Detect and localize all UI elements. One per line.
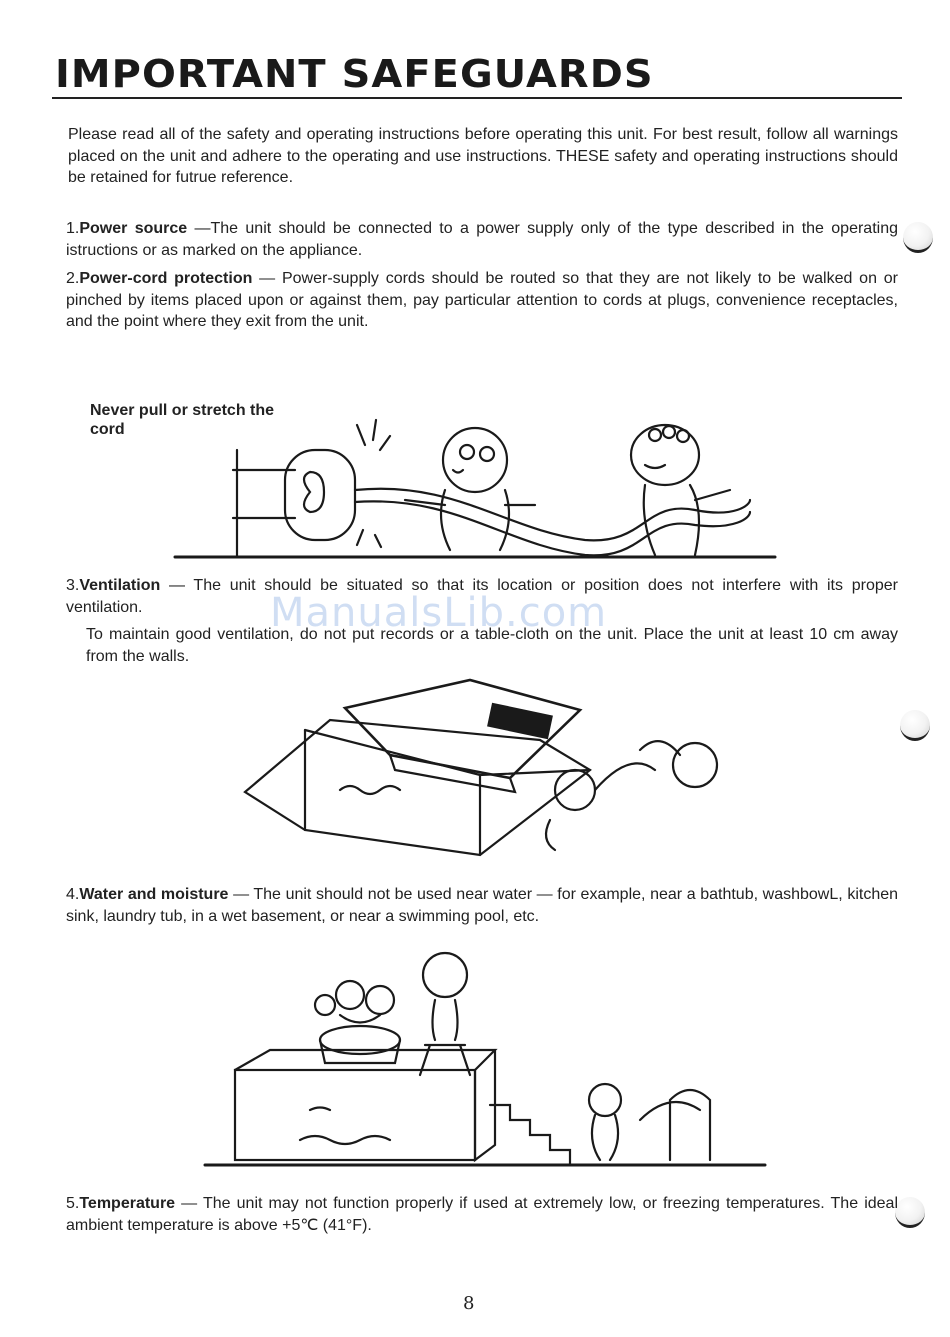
ventilation-note: To maintain good ventilation, do not put records or a table-cloth on the unit. Place the unit at least 10 cm away from the walls.: [86, 626, 898, 665]
page-number: 8: [463, 1293, 475, 1314]
item-heading: Temperature: [79, 1195, 176, 1212]
safeguard-power-cord-protection: [66, 268, 898, 333]
binder-hole-mark: [895, 1197, 925, 1228]
item-text: — The unit should not be used near water — for example, near a bathtub, washbowL, kitchen sink, laundry tub, in a wet basement, or near a swimming pool, etc.: [66, 886, 899, 925]
safeguard-water-and-moisture: [66, 884, 898, 927]
watermark: ManualsLib.com: [270, 590, 608, 636]
cord-pulling-illustration: [175, 410, 785, 565]
item-text: —The unit should be connected to a power supply only of the type described in the operating istructions or as marked on the appliance.: [66, 220, 898, 259]
safeguard-temperature: [66, 1193, 898, 1236]
intro-paragraph: Please read all of the safety and operating instructions before operating this unit. For best result, follow all warnings placed on the unit and adhere to the operating and use instructions. THESE safety and operating instructions should be retained for futrue reference.: [68, 126, 898, 186]
item-text: — Power-supply cords should be routed so that they are not likely to be walked on or pinched by items placed upon or against them, pay particular attention to cords at plugs, convenience receptacles, and the point where they exit from the unit.: [66, 270, 898, 330]
title-divider: [52, 97, 902, 99]
item-heading: Water and moisture: [79, 886, 229, 903]
item-number: 4.: [66, 886, 80, 903]
item-number: 1.: [66, 220, 80, 237]
item-heading: Power source: [79, 220, 188, 237]
item-number: 2.: [66, 270, 80, 287]
ventilation-illustration: [240, 680, 740, 870]
item-heading: Ventilation: [79, 577, 161, 594]
safeguard-power-source: [66, 218, 898, 261]
item-text: — The unit should be situated so that its location or position does not interfere with its proper ventilation.: [66, 577, 898, 616]
item-number: 3.: [66, 577, 80, 594]
page-title: IMPORTANT SAFEGUARDS: [55, 52, 654, 96]
binder-hole-mark: [903, 222, 933, 253]
item-number: 5.: [66, 1195, 80, 1212]
illustration-caption: Never pull or stretch the cord: [90, 402, 275, 438]
item-heading: Power-cord protection: [79, 270, 253, 287]
item-text: — The unit may not function properly if used at extremely low, or freezing temperatures. The ideal ambient temperature is above +5℃ (41°F).: [66, 1195, 898, 1234]
binder-hole-mark: [900, 710, 930, 741]
water-moisture-illustration: [200, 945, 770, 1170]
